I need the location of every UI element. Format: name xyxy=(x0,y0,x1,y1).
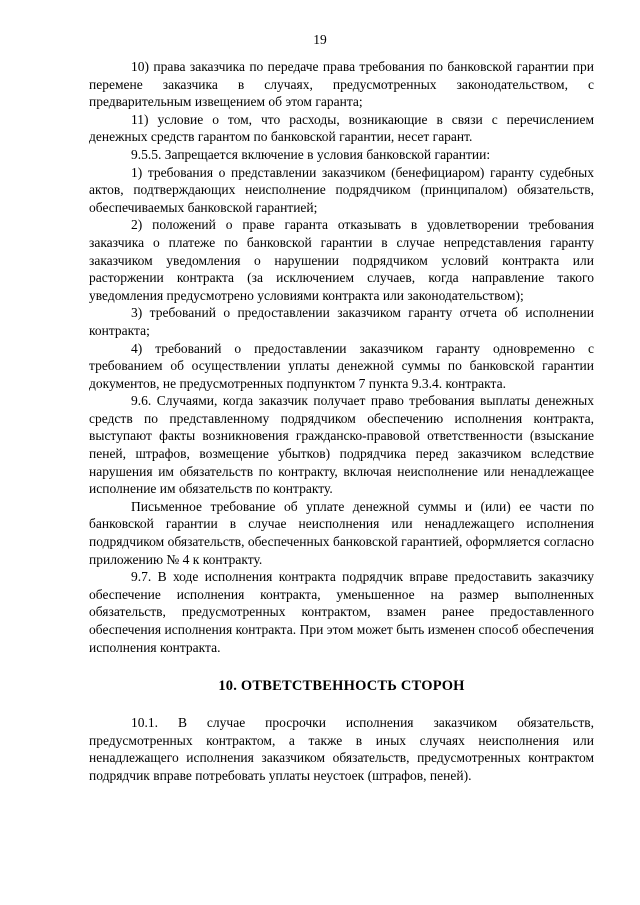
page-number: 19 xyxy=(313,32,327,47)
section-heading: 10. ОТВЕТСТВЕННОСТЬ СТОРОН xyxy=(218,678,465,695)
paragraph-clause-10-1: 10.1. В случае просрочки исполнения заказчиком обязательств, предусмотренных контрактом, а также в иных случаях неисполнения или ненадлежащего исполнения заказчиком обязательств, предусмотренных контрактом подрядчик вправе потребовать уплаты неустоек (штрафов, пеней). xyxy=(89,715,594,783)
paragraph-item-10: 10) права заказчика по передаче права требования по банковской гарантии при перемене заказчика в случаях, предусмотренных законодательством, с предварительным извещением об этом гаранта; xyxy=(89,59,594,110)
paragraph-clause-9-6: 9.6. Случаями, когда заказчик получает право требования выплаты денежных средств по представленному подрядчиком обеспечению исполнения контракта, выступают факты возникновения гражданско-правовой ответственности (взыскание пеней, штрафов, возмещение убытков) подрядчика перед заказчиком вследствие нарушения им обязательств по контракту, включая неисполнение или ненадлежащее исполнение им обязательств по контракту. xyxy=(89,393,594,497)
document-body xyxy=(89,58,594,785)
paragraph-written-demand: Письменное требование об уплате денежной суммы и (или) ее части по банковской гарантии в случае неисполнения или ненадлежащего исполнения подрядчиком обязательств, обеспеченных банковской гарантией, оформляется согласно приложению № 4 к контракту. xyxy=(89,498,594,567)
paragraph-clause-9-5-5: 9.5.5. Запрещается включение в условия банковской гарантии: xyxy=(131,146,491,162)
paragraph-subitem-3: 3) требований о предоставлении заказчиком гаранту отчета об исполнении контракта; xyxy=(89,305,594,338)
paragraph-subitem-4: 4) требований о предоставлении заказчиком гаранту одновременно с требованием об осуществлении уплаты денежной суммы по банковской гарантии документов, не предусмотренных подпунктом 7 пункта 9.3.4. контракта. xyxy=(89,340,594,391)
paragraph-item-11: 11) условие о том, что расходы, возникающие в связи с перечислением денежных средств гарантом по банковской гарантии, несет гарант. xyxy=(89,111,594,145)
paragraph-subitem-2: 2) положений о праве гаранта отказывать в удовлетворении требования заказчика о платеже по банковской гарантии в случае непредставления гаранту заказчиком уведомления о нарушении подрядчиком условий контракта или расторжении контракта (за исключением случаев, когда направление такого уведомления предусмотрено условиями контракта или законодательством); xyxy=(89,217,594,303)
paragraph-subitem-1: 1) требования о представлении заказчиком (бенефициаром) гаранту судебных актов, подтверждающих неисполнение подрядчиком (принципалом) обязательств, обеспечиваемых банковской гарантией; xyxy=(89,164,594,215)
paragraph-clause-9-7: 9.7. В ходе исполнения контракта подрядчик вправе предоставить заказчику обеспечение исполнения контракта, уменьшенное на размер выполненных обязательств, предусмотренных контрактом, взамен ранее предоставленного обеспечения исполнения контракта. При этом может быть изменен способ обеспечения исполнения контракта. xyxy=(89,569,594,655)
